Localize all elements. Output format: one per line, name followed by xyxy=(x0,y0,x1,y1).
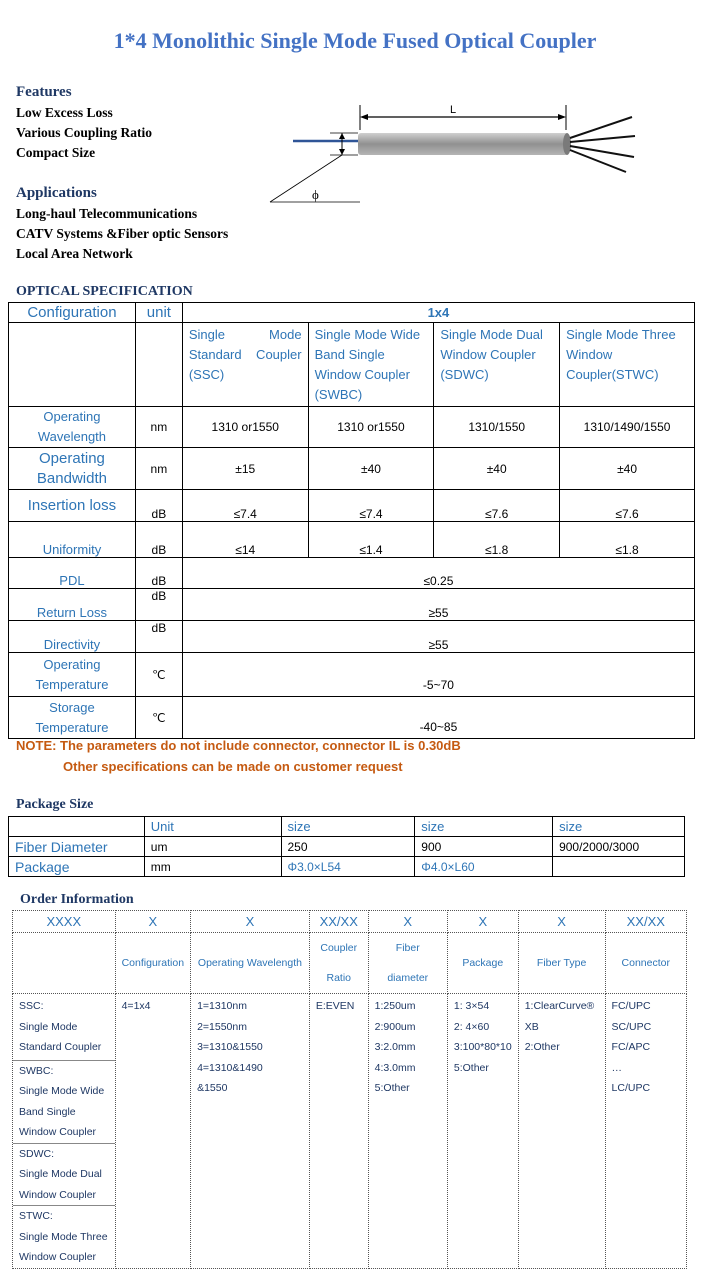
order-caption: Connector xyxy=(605,933,686,994)
type-text: Single Mode Wide xyxy=(19,1085,105,1097)
application-item: Long-haul Telecommunications xyxy=(16,206,198,221)
value-cell: 1310 or1550 xyxy=(308,407,434,448)
order-caption: Fiber Type xyxy=(518,933,605,994)
row-label-storage-temp: Storage Temperature xyxy=(9,697,136,739)
order-code: X xyxy=(447,911,518,933)
type-ssc: Single Mode Standard Coupler (SSC) xyxy=(182,323,308,407)
row-unit: dB xyxy=(135,490,182,522)
type-text: Window Coupler xyxy=(19,1188,97,1201)
package-cell xyxy=(553,857,685,877)
type-swbc: Single Mode Wide Band Single Window Coupler (SWBC) xyxy=(308,323,434,407)
order-code: XXXX xyxy=(13,911,116,933)
type-code: SDWC: xyxy=(19,1147,54,1160)
value-cell: 1310/1490/1550 xyxy=(560,407,695,448)
unit-empty xyxy=(135,323,182,407)
order-code: X xyxy=(518,911,605,933)
value-cell: -40~85 xyxy=(182,697,694,739)
order-code: X xyxy=(115,911,190,933)
value-cell: -5~70 xyxy=(182,653,694,697)
type-code: SSC: xyxy=(19,1000,44,1012)
row-unit: ℃ xyxy=(135,697,182,739)
order-caption xyxy=(13,933,116,994)
row-unit: nm xyxy=(135,407,182,448)
option-item: 1: 3×54 xyxy=(453,1000,490,1012)
package-cell: Φ4.0×L60 xyxy=(415,857,553,877)
row-label-operating-temp: Operating Temperature xyxy=(9,653,136,697)
type-text: Band Single xyxy=(19,1105,76,1118)
option-item: 2:900um xyxy=(374,1020,416,1033)
option-item: … xyxy=(611,1061,623,1074)
type-block-ssc xyxy=(13,994,115,1061)
order-table xyxy=(12,910,687,1269)
unit-header: unit xyxy=(135,303,182,323)
type-code: STWC: xyxy=(19,1210,53,1222)
option-item: 1=1310nm xyxy=(197,1000,247,1012)
package-row-label: Package xyxy=(9,857,145,877)
config-empty xyxy=(9,323,136,407)
features-section xyxy=(16,84,152,161)
value-cell: ≤0.25 xyxy=(182,558,694,589)
option-item: 1:ClearCurve® xyxy=(524,1000,595,1012)
type-block-sdwc xyxy=(13,1144,115,1207)
row-label-bandwidth: Operating Bandwidth xyxy=(9,448,136,490)
type-block-stwc xyxy=(13,1206,115,1268)
value-cell: ≤1.8 xyxy=(434,522,560,558)
type-code: SWBC: xyxy=(19,1064,54,1077)
row-label-insertion: Insertion loss xyxy=(9,490,136,522)
option-item: XB xyxy=(524,1020,539,1033)
row-unit: nm xyxy=(135,448,182,490)
order-caption: Fiber diameter xyxy=(368,933,447,994)
value-cell: ≥55 xyxy=(182,589,694,621)
option-item: 5:Other xyxy=(453,1061,489,1074)
applications-heading: Applications xyxy=(16,185,97,201)
features-heading: Features xyxy=(16,84,72,100)
package-header-cell: size xyxy=(415,817,553,837)
type-text: Standard Coupler xyxy=(19,1041,102,1053)
diameter-label: ϕ xyxy=(312,187,319,202)
row-label-wavelength: Operating Wavelength xyxy=(9,407,136,448)
package-header-cell: Unit xyxy=(144,817,281,837)
value-cell: ±40 xyxy=(560,448,695,490)
order-caption: Configuration xyxy=(115,933,190,994)
application-item: CATV Systems &Fiber optic Sensors xyxy=(16,226,229,241)
option-item: E:EVEN xyxy=(315,1000,355,1012)
type-text: Single Mode Three xyxy=(19,1230,108,1243)
ratio-column xyxy=(309,994,368,1269)
value-cell: ≤7.4 xyxy=(182,490,308,522)
option-item: 3=1310&1550 xyxy=(197,1041,263,1053)
option-item: FC/APC xyxy=(611,1041,651,1053)
value-cell: ≤1.4 xyxy=(308,522,434,558)
fiber-type-column xyxy=(518,994,605,1269)
order-caption: Operating Wavelength xyxy=(191,933,310,994)
package-row-label: Fiber Diameter xyxy=(9,837,145,857)
row-unit: dB xyxy=(135,558,182,589)
row-unit: dB xyxy=(135,522,182,558)
package-header-cell: size xyxy=(553,817,685,837)
order-heading: Order Information xyxy=(20,892,134,907)
note-line-1: NOTE: The parameters do not include connector, connector IL is 0.30dB xyxy=(16,738,461,753)
value-cell: ≤7.6 xyxy=(434,490,560,522)
order-caption: Package xyxy=(447,933,518,994)
value-cell: ±40 xyxy=(308,448,434,490)
package-cell: 900/2000/3000 xyxy=(553,837,685,857)
order-code: X xyxy=(368,911,447,933)
row-label-pdl: PDL xyxy=(9,558,136,589)
package-cell: 250 xyxy=(281,837,415,857)
type-text: Window Coupler xyxy=(19,1251,97,1263)
option-item: 3:100*80*10 xyxy=(453,1041,512,1053)
applications-section xyxy=(16,185,228,262)
option-item: LC/UPC xyxy=(611,1082,651,1094)
option-item: FC/UPC xyxy=(611,1000,651,1012)
type-column xyxy=(13,994,116,1269)
order-code: XX/XX xyxy=(605,911,686,933)
type-stwc: Single Mode Three Window Coupler(STWC) xyxy=(560,323,695,407)
fiber-diameter-column xyxy=(368,994,447,1269)
row-label-uniformity: Uniformity xyxy=(9,522,136,558)
wavelength-column xyxy=(191,994,310,1269)
row-unit: dB xyxy=(135,621,182,653)
value-cell: ≤7.4 xyxy=(308,490,434,522)
value-cell: ≤7.6 xyxy=(560,490,695,522)
option-item: 4=1x4 xyxy=(121,1000,151,1012)
row-unit: ℃ xyxy=(135,653,182,697)
option-item: SC/UPC xyxy=(611,1020,652,1033)
package-cell: Φ3.0×L54 xyxy=(281,857,415,877)
group-header: 1x4 xyxy=(182,303,694,323)
value-cell: ≤14 xyxy=(182,522,308,558)
value-cell: ≤1.8 xyxy=(560,522,695,558)
value-cell: ±40 xyxy=(434,448,560,490)
package-cell: mm xyxy=(144,857,281,877)
row-unit: dB xyxy=(135,589,182,621)
type-sdwc: Single Mode Dual Window Coupler (SDWC) xyxy=(434,323,560,407)
option-item: &1550 xyxy=(197,1082,228,1094)
option-item: 2: 4×60 xyxy=(453,1020,490,1033)
value-cell: ≥55 xyxy=(182,621,694,653)
option-item: 2=1550nm xyxy=(197,1020,247,1033)
package-cell: 900 xyxy=(415,837,553,857)
type-text: Single Mode Dual xyxy=(19,1168,102,1180)
configuration-column xyxy=(115,994,190,1269)
feature-item: Various Coupling Ratio xyxy=(16,125,153,140)
feature-item: Low Excess Loss xyxy=(16,105,113,120)
note-line-2: Other specifications can be made on customer request xyxy=(63,759,403,774)
row-label-return-loss: Return Loss xyxy=(9,589,136,621)
config-header: Configuration xyxy=(9,303,136,323)
value-cell: 1310 or1550 xyxy=(182,407,308,448)
type-text: Window Coupler xyxy=(19,1126,97,1138)
order-code: XX/XX xyxy=(309,911,368,933)
optical-spec-heading: OPTICAL SPECIFICATION xyxy=(16,284,193,299)
order-code: X xyxy=(191,911,310,933)
optical-spec-table xyxy=(8,302,695,739)
coupler-diagram xyxy=(260,95,640,210)
option-item: 4:3.0mm xyxy=(374,1061,416,1074)
value-cell: 1310/1550 xyxy=(434,407,560,448)
length-label: L xyxy=(450,104,457,116)
page-title: 1*4 Monolithic Single Mode Fused Optical Coupler xyxy=(113,28,597,53)
row-label-directivity: Directivity xyxy=(9,621,136,653)
package-table xyxy=(8,816,685,877)
feature-item: Compact Size xyxy=(16,145,96,160)
package-header-cell xyxy=(9,817,145,837)
package-column xyxy=(447,994,518,1269)
option-item: 2:Other xyxy=(524,1041,560,1053)
package-cell: um xyxy=(144,837,281,857)
option-item: 3:2.0mm xyxy=(374,1041,416,1053)
option-item: 4=1310&1490 xyxy=(197,1061,263,1074)
order-caption: Coupler Ratio xyxy=(309,933,368,994)
type-text: Single Mode xyxy=(19,1020,78,1033)
option-item: 5:Other xyxy=(374,1082,410,1094)
option-item: 1:250um xyxy=(374,1000,416,1012)
package-header-cell: size xyxy=(281,817,415,837)
value-cell: ±15 xyxy=(182,448,308,490)
application-item: Local Area Network xyxy=(16,246,133,261)
type-block-swbc xyxy=(13,1061,115,1144)
package-heading: Package Size xyxy=(16,797,94,812)
connector-column xyxy=(605,994,686,1269)
